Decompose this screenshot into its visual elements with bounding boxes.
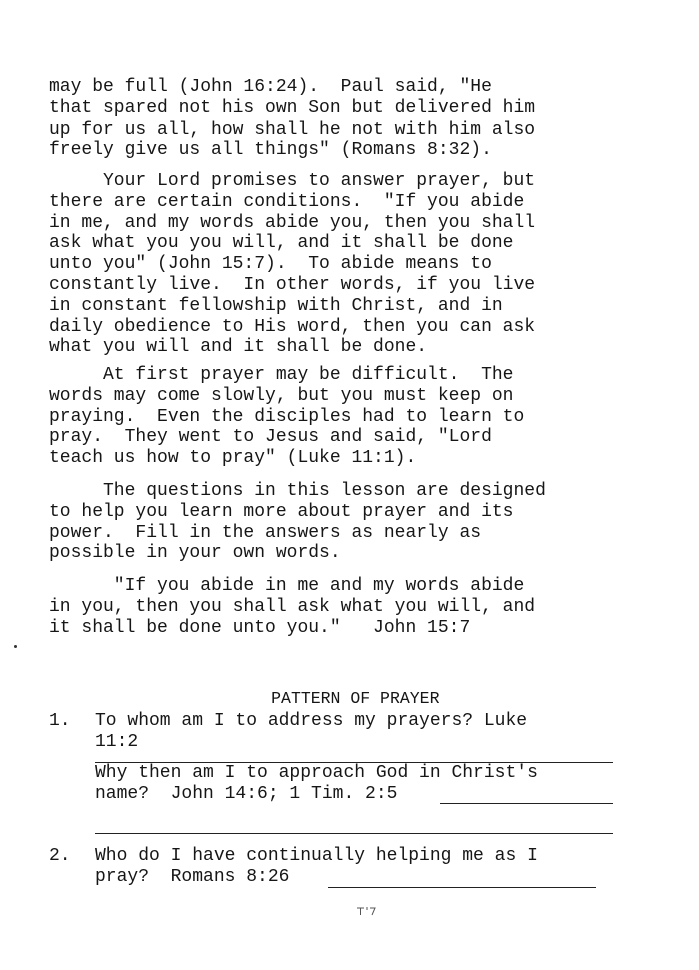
question-2	[95, 846, 625, 888]
text-line: daily obedience to His word, then you can ask	[49, 316, 536, 337]
question-number: 2.	[49, 846, 71, 866]
text-line: freely give us all things" (Romans 8:32).	[49, 140, 492, 161]
text-line: pray. They went to Jesus and said, "Lord	[49, 427, 492, 448]
question-text-line: To whom am I to address my prayers? Luke	[95, 711, 528, 731]
paragraph-first-prayer	[49, 365, 649, 469]
paragraph-promises	[49, 171, 649, 358]
paragraph-lesson	[49, 481, 649, 564]
text-line: ask what you you will, and it shall be done	[49, 233, 514, 254]
answer-line[interactable]	[328, 887, 596, 888]
text-line: in me, and my words abide you, then you shall	[49, 212, 536, 233]
paragraph-intro	[49, 77, 649, 161]
question-text-line: 11:2	[95, 731, 139, 752]
text-line: may be full (John 16:24). Paul said, "He	[49, 77, 492, 97]
question-text-line: Why then am I to approach God in Christ's	[95, 763, 538, 783]
question-1-followup	[95, 763, 625, 805]
text-line: At first prayer may be difficult. The	[49, 365, 514, 385]
text-line: power. Fill in the answers as nearly as	[49, 522, 482, 543]
question-1	[95, 711, 625, 753]
text-line: constantly live. In other words, if you live	[49, 274, 536, 295]
text-line: in constant fellowship with Christ, and in	[49, 295, 503, 316]
question-text-line: name? John 14:6; 1 Tim. 2:5	[95, 783, 398, 804]
text-line: words may come slowly, but you must keep on	[49, 385, 514, 406]
text-line: it shall be done unto you." John 15:7	[49, 617, 471, 638]
text-line: unto you" (John 15:7). To abide means to	[49, 254, 492, 275]
text-line: there are certain conditions. "If you abide	[49, 191, 525, 212]
text-line: to help you learn more about prayer and its	[49, 501, 514, 522]
text-line: "If you abide in me and my words abide	[49, 576, 525, 596]
text-line: The questions in this lesson are designed	[49, 481, 546, 501]
text-line: praying. Even the disciples had to learn to	[49, 406, 525, 427]
text-line: that spared not his own Son but delivered him	[49, 97, 536, 118]
section-heading-text: PATTERN OF PRAYER	[271, 689, 440, 708]
question-text-line: Who do I have continually helping me as I	[95, 846, 538, 866]
page-mark-icon	[355, 904, 379, 918]
text-line: in you, then you shall ask what you will, and	[49, 596, 536, 617]
answer-line[interactable]	[95, 833, 613, 834]
text-line: possible in your own words.	[49, 543, 341, 564]
answer-line[interactable]	[440, 803, 613, 804]
text-line: up for us all, how shall he not with him also	[49, 119, 536, 140]
text-line: what you will and it shall be done.	[49, 337, 428, 358]
scan-speck	[14, 645, 17, 648]
question-text-line: pray? Romans 8:26	[95, 866, 290, 887]
scripture-quote	[49, 576, 649, 638]
question-number: 1.	[49, 711, 71, 731]
text-line: Your Lord promises to answer prayer, but	[49, 171, 536, 191]
text-line: teach us how to pray" (Luke 11:1).	[49, 448, 417, 469]
